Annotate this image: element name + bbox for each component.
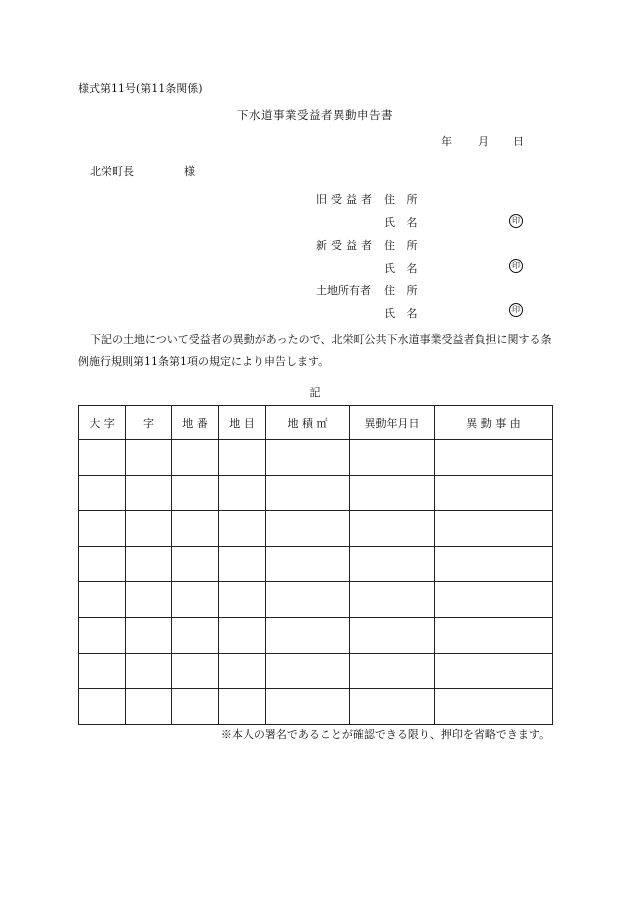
cell-chiban[interactable] — [172, 546, 219, 582]
cell-chiseki[interactable] — [266, 546, 350, 582]
cell-chimoku[interactable] — [219, 440, 266, 476]
cell-aza[interactable] — [126, 653, 172, 689]
cell-change-reason[interactable] — [435, 475, 553, 511]
cell-chimoku[interactable] — [219, 653, 266, 689]
cell-aza[interactable] — [126, 617, 172, 653]
land-owner-seal: 印 — [509, 303, 523, 317]
land-owner-address-label: 住 所 — [384, 284, 422, 297]
cell-chiseki[interactable] — [266, 475, 350, 511]
cell-chiban[interactable] — [172, 440, 219, 476]
table-row — [79, 475, 553, 511]
cell-oaza[interactable] — [79, 511, 126, 547]
cell-change-reason[interactable] — [435, 617, 553, 653]
land-owner-label: 土地所有者 — [316, 284, 371, 297]
header-oaza: 大 字 — [79, 406, 126, 440]
cell-oaza[interactable] — [79, 653, 126, 689]
header-chimoku: 地 目 — [219, 406, 266, 440]
land-details-table — [78, 405, 553, 725]
table-row — [79, 511, 553, 547]
cell-chiseki[interactable] — [266, 440, 350, 476]
cell-chimoku[interactable] — [219, 617, 266, 653]
cell-change-date[interactable] — [350, 440, 435, 476]
cell-chimoku[interactable] — [219, 689, 266, 725]
table-row — [79, 689, 553, 725]
seal-omission-note: ※本人の署名であることが確認できる限り、押印を省略できます。 — [220, 728, 550, 741]
declaration-text: 下記の土地について受益者の異動があったので、北栄町公共下水道事業受益者負担に関する条例施行規則第11条第1項の規定により申告します。 — [78, 333, 552, 368]
old-beneficiary-address-label: 住 所 — [384, 193, 422, 206]
form-number: 様式第11号(第11条関係) — [78, 82, 203, 95]
cell-chimoku[interactable] — [219, 546, 266, 582]
cell-chiban[interactable] — [172, 511, 219, 547]
header-chiseki: 地 積 ㎡ — [266, 406, 350, 440]
old-beneficiary-label: 旧受益者 — [316, 193, 376, 206]
header-aza: 字 — [126, 406, 172, 440]
addressee-honorific: 様 — [184, 165, 195, 178]
land-owner-name-label: 氏 名 — [384, 307, 422, 320]
cell-change-date[interactable] — [350, 582, 435, 618]
cell-change-date[interactable] — [350, 511, 435, 547]
cell-chiban[interactable] — [172, 582, 219, 618]
cell-change-reason[interactable] — [435, 653, 553, 689]
table-row — [79, 546, 553, 582]
table-row — [79, 582, 553, 618]
cell-chiseki[interactable] — [266, 617, 350, 653]
cell-oaza[interactable] — [79, 617, 126, 653]
cell-chimoku[interactable] — [219, 475, 266, 511]
cell-chiban[interactable] — [172, 617, 219, 653]
cell-aza[interactable] — [126, 582, 172, 618]
cell-change-date[interactable] — [350, 546, 435, 582]
cell-chimoku[interactable] — [219, 511, 266, 547]
cell-change-date[interactable] — [350, 475, 435, 511]
old-beneficiary-name-label: 氏 名 — [384, 216, 422, 229]
table-row — [79, 440, 553, 476]
addressee-name: 北栄町長 — [90, 165, 134, 178]
new-beneficiary-address-label: 住 所 — [384, 239, 422, 252]
cell-chiban[interactable] — [172, 653, 219, 689]
cell-change-reason[interactable] — [435, 440, 553, 476]
date-day-label: 日 — [513, 135, 524, 148]
table-header-row — [79, 406, 553, 440]
cell-aza[interactable] — [126, 689, 172, 725]
cell-oaza[interactable] — [79, 475, 126, 511]
header-change-date: 異動年月日 — [350, 406, 435, 440]
document-title: 下水道事業受益者異動申告書 — [237, 108, 393, 122]
date-month-label: 月 — [478, 135, 489, 148]
old-beneficiary-seal: 印 — [509, 214, 523, 228]
header-change-reason: 異 動 事 由 — [435, 406, 553, 440]
cell-change-date[interactable] — [350, 617, 435, 653]
cell-chiseki[interactable] — [266, 653, 350, 689]
cell-oaza[interactable] — [79, 546, 126, 582]
table-row — [79, 653, 553, 689]
table-row — [79, 617, 553, 653]
cell-oaza[interactable] — [79, 440, 126, 476]
cell-oaza[interactable] — [79, 582, 126, 618]
cell-chiseki[interactable] — [266, 511, 350, 547]
cell-chiseki[interactable] — [266, 689, 350, 725]
cell-chiban[interactable] — [172, 689, 219, 725]
cell-oaza[interactable] — [79, 689, 126, 725]
cell-change-reason[interactable] — [435, 582, 553, 618]
new-beneficiary-label: 新受益者 — [316, 239, 376, 252]
cell-aza[interactable] — [126, 475, 172, 511]
cell-change-reason[interactable] — [435, 546, 553, 582]
cell-change-reason[interactable] — [435, 689, 553, 725]
cell-chiban[interactable] — [172, 475, 219, 511]
ki-heading: 記 — [309, 386, 321, 399]
cell-aza[interactable] — [126, 440, 172, 476]
new-beneficiary-name-label: 氏 名 — [384, 262, 422, 275]
cell-chimoku[interactable] — [219, 582, 266, 618]
header-chiban: 地 番 — [172, 406, 219, 440]
cell-aza[interactable] — [126, 546, 172, 582]
cell-change-date[interactable] — [350, 653, 435, 689]
cell-change-date[interactable] — [350, 689, 435, 725]
cell-aza[interactable] — [126, 511, 172, 547]
cell-change-reason[interactable] — [435, 511, 553, 547]
date-year-label: 年 — [441, 135, 452, 148]
cell-chiseki[interactable] — [266, 582, 350, 618]
new-beneficiary-seal: 印 — [509, 259, 523, 273]
